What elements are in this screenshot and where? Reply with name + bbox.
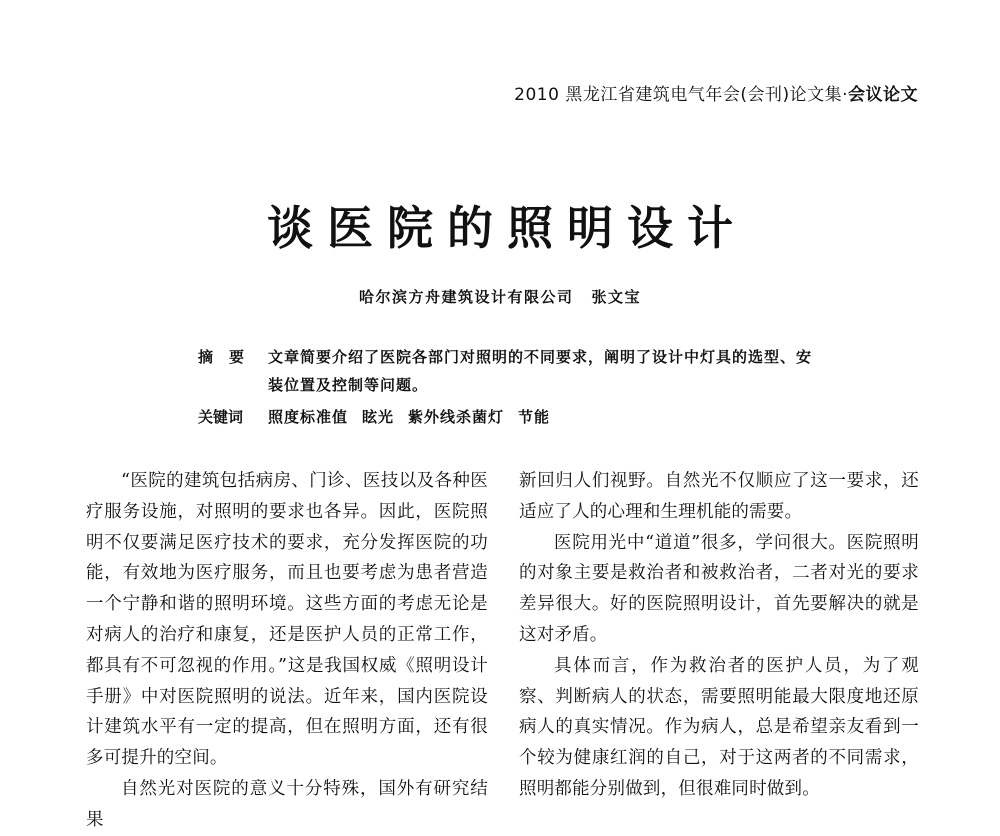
- author-line: [0, 286, 1000, 307]
- abstract: [198, 343, 818, 399]
- keywords: [198, 403, 818, 431]
- author-name: 张文宝: [591, 288, 642, 306]
- abstract-label: 摘要: [198, 348, 261, 366]
- running-header: [514, 80, 918, 105]
- body-column-right: [519, 466, 919, 805]
- abstract-text: 文章简要介绍了医院各部门对照明的不同要求，阐明了设计中灯具的选型、安装位置及控制等问题。: [268, 348, 813, 394]
- keyword: 紫外线杀菌灯: [408, 408, 505, 426]
- keyword: 眩光: [362, 408, 395, 426]
- section-name: 会议论文: [848, 85, 918, 105]
- paragraph: 医院用光中“道道”很多，学问很大。医院照明的对象主要是救治者和被救治者，二者对光的要求差异很大。好的医院照明设计，首先要解决的就是这对矛盾。: [519, 532, 919, 645]
- body-column-left: [86, 466, 488, 836]
- paragraph: “医院的建筑包括病房、门诊、医技以及各种医疗服务设施，对照明的要求也各异。因此，医院照明不仅要满足医疗技术的要求，充分发挥医院的功能，有效地为医疗服务，而且也要考虑为患者营造一个宁静和谐的照明环境。这些方面的考虑无论是对病人的治疗和康复，还是医护人员的正常工作，都具有不可忽视的作用。”这是我国权威《照明设计手册》中对医院照明的说法。近年来，国内医院设计建筑水平有一定的提高，但在照明方面，还有很多可提升的空间。: [86, 471, 488, 769]
- keywords-list: [268, 403, 818, 431]
- keyword: 节能: [518, 408, 551, 426]
- keyword: 照度标准值: [268, 408, 349, 426]
- journal-name: 2010 黑龙江省建筑电气年会(会刊)论文集·: [514, 85, 848, 105]
- paragraph: 具体而言，作为救治者的医护人员，为了观察、判断病人的状态，需要照明能最大限度地还原病人的真实情况。作为病人，总是希望亲友看到一个较为健康红润的自己，对于这两者的不同需求，照明都能分别做到，但很难同时做到。: [519, 655, 919, 799]
- paragraph: 新回归人们视野。自然光不仅顺应了这一要求，还适应了人的心理和生理机能的需要。: [519, 471, 919, 522]
- affiliation: 哈尔滨方舟建筑设计有限公司: [358, 288, 574, 306]
- paragraph: 自然光对医院的意义十分特殊，国外有研究结果: [86, 778, 488, 830]
- keywords-label: 关键词: [198, 408, 244, 426]
- page-title: 谈医院的照明设计: [267, 201, 747, 255]
